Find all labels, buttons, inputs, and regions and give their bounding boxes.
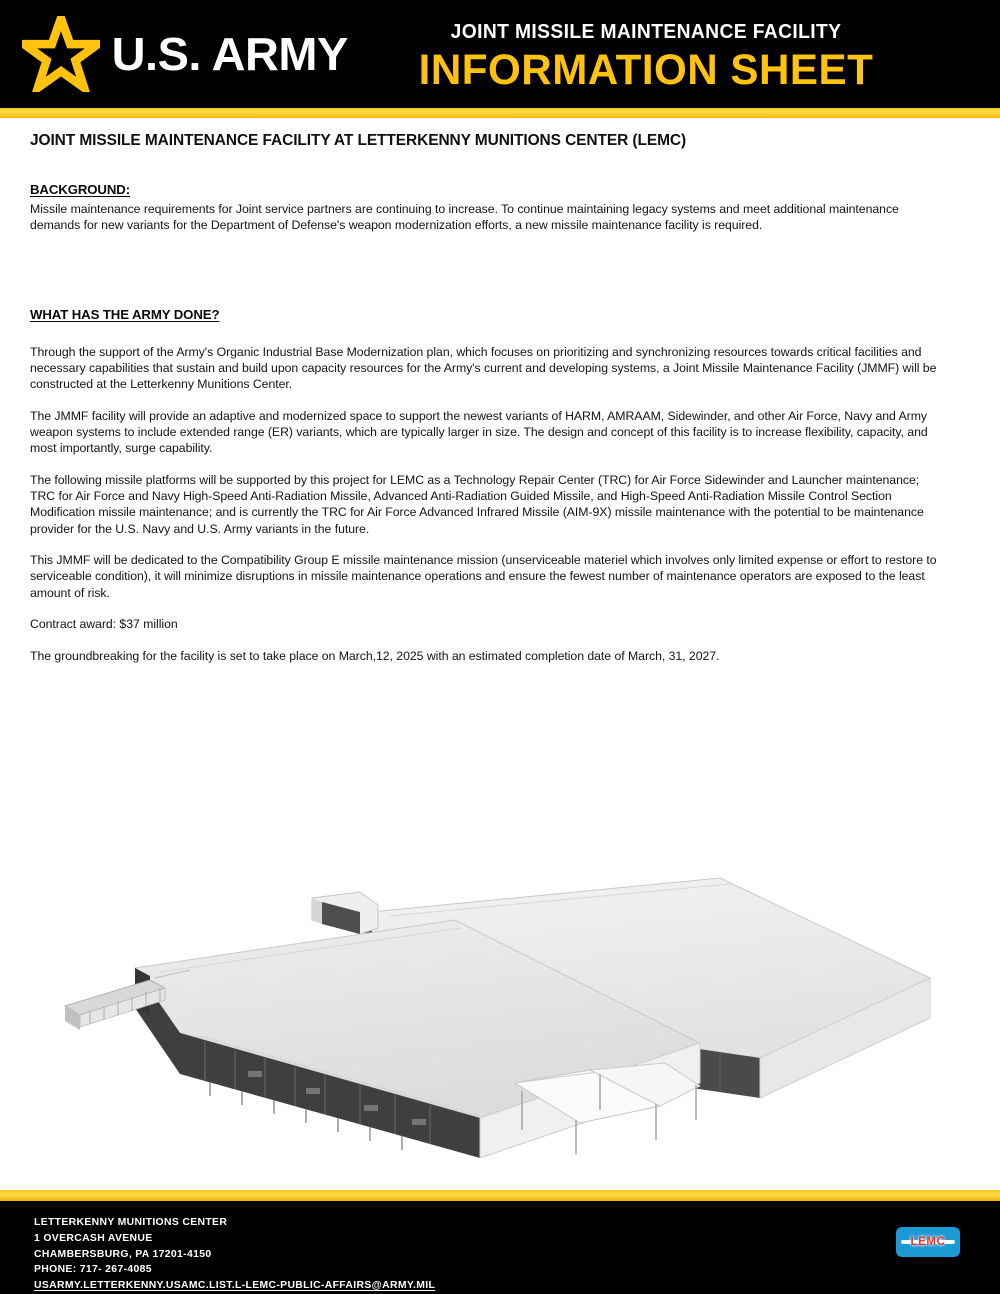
lemc-logo-inner	[898, 1229, 958, 1255]
contract-award-line: Contract award: $37 million	[30, 617, 178, 632]
army-done-paragraph-3: The following missile platforms will be supported by this project for LEMC as a Technology Repair Center (TRC) for Air Force Sidewinder and Launcher maintenance; TRC for Air Force and Navy High-Speed Anti-Radiation Missile, Advanced Anti-Radiation Guided Missile, and High-Speed Anti-Radiation Missile Control Section Modification missile maintenance; and is currently the TRC for Air Force Advanced Infrared Missile (AIM-9X) missile maintenance with the potential to be maintenance provider for the U.S. Navy and U.S. Army variants in the future.	[30, 472, 924, 536]
header-title: INFORMATION SHEET	[418, 46, 874, 94]
army-star-icon	[22, 16, 100, 92]
army-done-paragraph-4: This JMMF will be dedicated to the Compatibility Group E missile maintenance mission (unserviceable materiel which involves only limited expense or effort to restore to serviceable condition), it will minimize disruptions in missile maintenance operations and ensure the fewest number of maintenance operators are exposed to the least amount of risk.	[30, 553, 937, 600]
footer-email-link[interactable]: USARMY.LETTERKENNY.USAMC.LIST.L-LEMC-PUBLIC-AFFAIRS@ARMY.MIL	[34, 1280, 436, 1292]
section-spacer	[30, 249, 942, 271]
background-paragraph: Missile maintenance requirements for Joint service partners are continuing to increase. To continue maintaining legacy systems and meet additional maintenance demands for new variants for the Department of Defense's weapon modernization efforts, a new missile maintenance facility is required.	[30, 202, 899, 233]
page-footer	[0, 1201, 1000, 1294]
army-done-paragraph-2: The JMMF facility will provide an adaptive and modernized space to support the newest variants of HARM, AMRAAM, Sidewinder, and other Air Force, Navy and Army weapon systems to include extended range (ER) variants, which are typically larger in size. The design and concept of this facility is to increase flexibility, capacity, and most importantly, surge capability.	[30, 408, 928, 456]
facility-rendering	[60, 858, 950, 1158]
footer-contact-block	[34, 1215, 435, 1294]
document-body	[30, 132, 942, 664]
army-done-paragraph-1: Through the support of the Army's Organic Industrial Base Modernization plan, which focuses on prioritizing and synchronizing resources towards critical facilities and necessary capabilities that sustain and build upon capacity resources for the Army's current and developing systems, a Joint Missile Maintenance Facility (JMMF) will be constructed at the Letterkenny Munitions Center.	[30, 344, 937, 392]
header-gold-divider	[0, 108, 1000, 118]
section-heading-what-has-the-army-done: WHAT HAS THE ARMY DONE?	[30, 306, 220, 322]
facility-rendering-illustration	[60, 858, 950, 1158]
page-header	[0, 0, 1000, 108]
footer-gold-divider	[0, 1190, 1000, 1201]
lemc-logo-text: LEMC	[910, 1236, 946, 1248]
footer-organization: LETTERKENNY MUNITIONS CENTER	[34, 1217, 228, 1228]
page-title: JOINT MISSILE MAINTENANCE FACILITY AT LETTERKENNY MUNITIONS CENTER (LEMC)	[30, 132, 687, 149]
footer-phone: PHONE: 717- 267-4085	[34, 1264, 152, 1276]
header-kicker: JOINT MISSILE MAINTENANCE FACILITY	[450, 20, 842, 43]
footer-city-state-zip: CHAMBERSBURG, PA 17201-4150	[34, 1248, 212, 1260]
section-heading-background: BACKGROUND:	[30, 182, 130, 197]
footer-address: 1 OVERCASH AVENUE	[34, 1232, 153, 1244]
us-army-logo-lockup	[22, 14, 348, 94]
army-wordmark: U.S. ARMY	[111, 28, 348, 80]
groundbreaking-line: The groundbreaking for the facility is set to take place on March,12, 2025 with an estimated completion date of March, 31, 2027.	[30, 648, 720, 663]
header-titles	[376, 20, 916, 93]
lemc-logo	[896, 1227, 960, 1257]
